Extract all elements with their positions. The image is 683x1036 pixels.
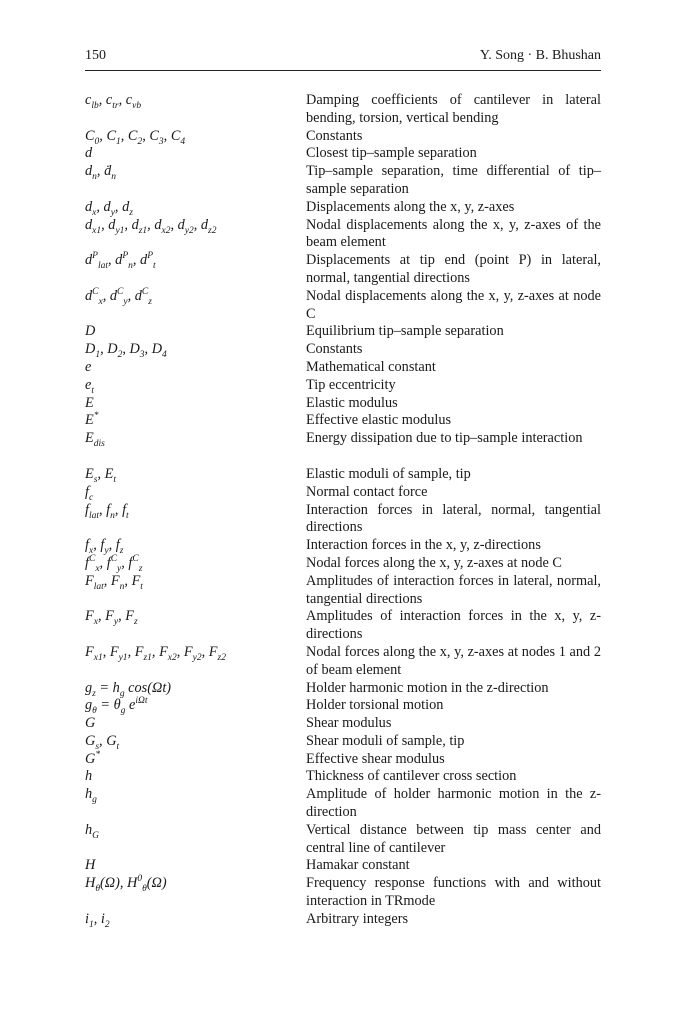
definition: Nodal forces along the x, y, z-axes at nodes 1 and 2 of beam element (306, 643, 601, 678)
definition: Equilibrium tip–sample separation (306, 323, 504, 340)
symbol: H (85, 857, 96, 874)
definition: Damping coefficients of cantilever in lateral bending, torsion, vertical bending (306, 92, 601, 126)
nomenclature-entry (85, 644, 601, 680)
definition: Interaction forces in the x, y, z-directions (306, 537, 541, 554)
symbol: $f^C_x$, $f^C_y$, $f^C_z$ (85, 554, 143, 574)
symbol: $E_s$, $E_t$ (85, 465, 116, 485)
definition: Arbitrary integers (306, 910, 409, 927)
nomenclature-entry (85, 252, 601, 288)
definition: Frequency response functions with and without interaction in TRmode (306, 875, 601, 910)
header-rule (85, 70, 601, 71)
definition: Shear modulus (306, 715, 392, 732)
symbol: $d^P_{lat}$, $d^P_n$, $d^P_t$ (85, 251, 156, 272)
nomenclature-entry (85, 128, 601, 146)
symbol: E (85, 394, 94, 411)
definition: Constants (306, 127, 363, 144)
definition: Effective shear modulus (306, 750, 445, 767)
definition: Holder harmonic motion in the z-direction (306, 679, 549, 696)
nomenclature-entry (85, 911, 601, 929)
nomenclature-entry (85, 92, 601, 128)
nomenclature-entry (85, 412, 601, 430)
definition: Nodal displacements along the x, y, z-axes at node C (306, 287, 601, 322)
nomenclature-entry (85, 145, 601, 163)
symbol: $f_c$ (85, 483, 94, 503)
nomenclature-entry (85, 537, 601, 555)
symbol: $h_G$ (85, 821, 100, 841)
symbol: $f_x$, $f_y$, $f_z$ (85, 537, 124, 556)
definition: Normal contact force (306, 483, 428, 500)
nomenclature-entry (85, 768, 601, 786)
nomenclature-entry (85, 875, 601, 911)
nomenclature-entry (85, 822, 601, 858)
nomenclature-list (85, 92, 601, 929)
definition: Tip eccentricity (306, 376, 396, 393)
symbol: $C_0$, $C_1$, $C_2$, $C_3$, $C_4$ (85, 127, 186, 147)
definition: Elastic moduli of sample, tip (306, 465, 471, 482)
nomenclature-entry (85, 430, 601, 448)
nomenclature-entry (85, 733, 601, 751)
definition: Tip–sample separation, time differential of tip–sample separation (306, 163, 601, 197)
nomenclature-entry (85, 608, 601, 644)
symbol: $E_{dis}$ (85, 430, 105, 449)
symbol: $c_{lb}$, $c_{tr}$, $c_{vb}$ (85, 92, 142, 111)
symbol: $d^C_x$, $d^C_y$, $d^C_z$ (85, 287, 152, 307)
nomenclature-entry (85, 341, 601, 359)
definition: Closest tip–sample separation (306, 145, 477, 162)
definition: Displacements at tip end (point P) in lateral, normal, tangential directions (306, 252, 601, 286)
definition: Constants (306, 341, 363, 358)
nomenclature-entry (85, 466, 601, 484)
definition: Displacements along the x, y, z-axes (306, 198, 515, 215)
nomenclature-entry (85, 857, 601, 875)
definition: Effective elastic modulus (306, 412, 452, 429)
symbol: $h_g$ (85, 786, 97, 806)
nomenclature-entry (85, 697, 601, 715)
symbol: d (85, 145, 93, 162)
symbol: $g_\theta = \theta_g$ $e^{i\Omega t}$ (85, 696, 148, 717)
nomenclature-entry (85, 377, 601, 395)
symbol: h (85, 768, 93, 785)
nomenclature-entry (85, 680, 601, 698)
nomenclature-entry (85, 573, 601, 609)
symbol: $F_{lat}$, $F_n$, $F_t$ (85, 572, 143, 592)
symbol: $H_\theta(\Omega)$, $H^0_\theta(\Omega)$ (85, 874, 167, 895)
symbol: $F_x$, $F_y$, $F_z$ (85, 608, 138, 628)
nomenclature-entry (85, 786, 601, 822)
definition: Energy dissipation due to tip–sample interaction (306, 430, 583, 447)
definition: Mathematical constant (306, 358, 436, 375)
definition: Nodal displacements along the x, y, z-axes of the beam element (306, 216, 601, 251)
nomenclature-entry (85, 199, 601, 217)
nomenclature-entry (85, 484, 601, 502)
nomenclature-entry (85, 751, 601, 769)
nomenclature-entry (85, 323, 601, 341)
definition: Interaction forces in lateral, normal, tangential directions (306, 501, 601, 536)
symbol: $i_1$, $i_2$ (85, 910, 110, 930)
symbol: $F_{x1}$, $F_{y1}$, $F_{z1}$, $F_{x2}$, $F_{y2}$, $F_{z2}$ (85, 643, 226, 663)
spacer (85, 448, 601, 466)
symbol: $e_t$ (85, 376, 94, 396)
definition: Holder torsional motion (306, 697, 444, 714)
definition: Hamakar constant (306, 857, 410, 874)
symbol: E* (85, 411, 99, 429)
nomenclature-entry (85, 288, 601, 324)
definition: Shear moduli of sample, tip (306, 732, 465, 749)
page-number: 150 (85, 48, 106, 63)
nomenclature-entry (85, 395, 601, 413)
symbol: G (85, 715, 96, 732)
nomenclature-entry (85, 163, 601, 199)
nomenclature-entry (85, 555, 601, 573)
nomenclature-entry (85, 359, 601, 377)
definition: Amplitudes of interaction forces in lateral, normal, tangential directions (306, 572, 601, 607)
nomenclature-entry (85, 715, 601, 733)
symbol: G* (85, 749, 101, 767)
symbol: $d_x$, $d_y$, $d_z$ (85, 198, 133, 218)
definition: Amplitude of holder harmonic motion in the z-direction (306, 786, 601, 821)
running-header (85, 47, 601, 65)
definition: Nodal forces along the x, y, z-axes at node C (306, 554, 562, 571)
symbol: $G_s$, $G_t$ (85, 732, 120, 752)
symbol: $d_{x1}$, $d_{y1}$, $d_{z1}$, $d_{x2}$, $d_{y2}$, $d_{z2}$ (85, 216, 217, 236)
symbol: $d_n$, ḋ$_n$ (85, 163, 116, 183)
definition: Thickness of cantilever cross section (306, 768, 517, 785)
nomenclature-entry (85, 502, 601, 538)
running-head-authors: Y. Song · B. Bhushan (479, 48, 601, 63)
definition: Amplitudes of interaction forces in the x, y, z-directions (306, 608, 601, 643)
definition: Elastic modulus (306, 394, 398, 411)
symbol: $D_1$, $D_2$, $D_3$, $D_4$ (85, 341, 167, 361)
definition: Vertical distance between tip mass center and central line of cantilever (306, 821, 601, 856)
symbol: $g_z = h_g$ cos(Ωt) (85, 679, 172, 699)
nomenclature-entry (85, 217, 601, 253)
symbol: $f_{lat}$, $f_n$, $f_t$ (85, 501, 129, 521)
symbol: D (85, 323, 96, 340)
symbol: e (85, 358, 92, 375)
